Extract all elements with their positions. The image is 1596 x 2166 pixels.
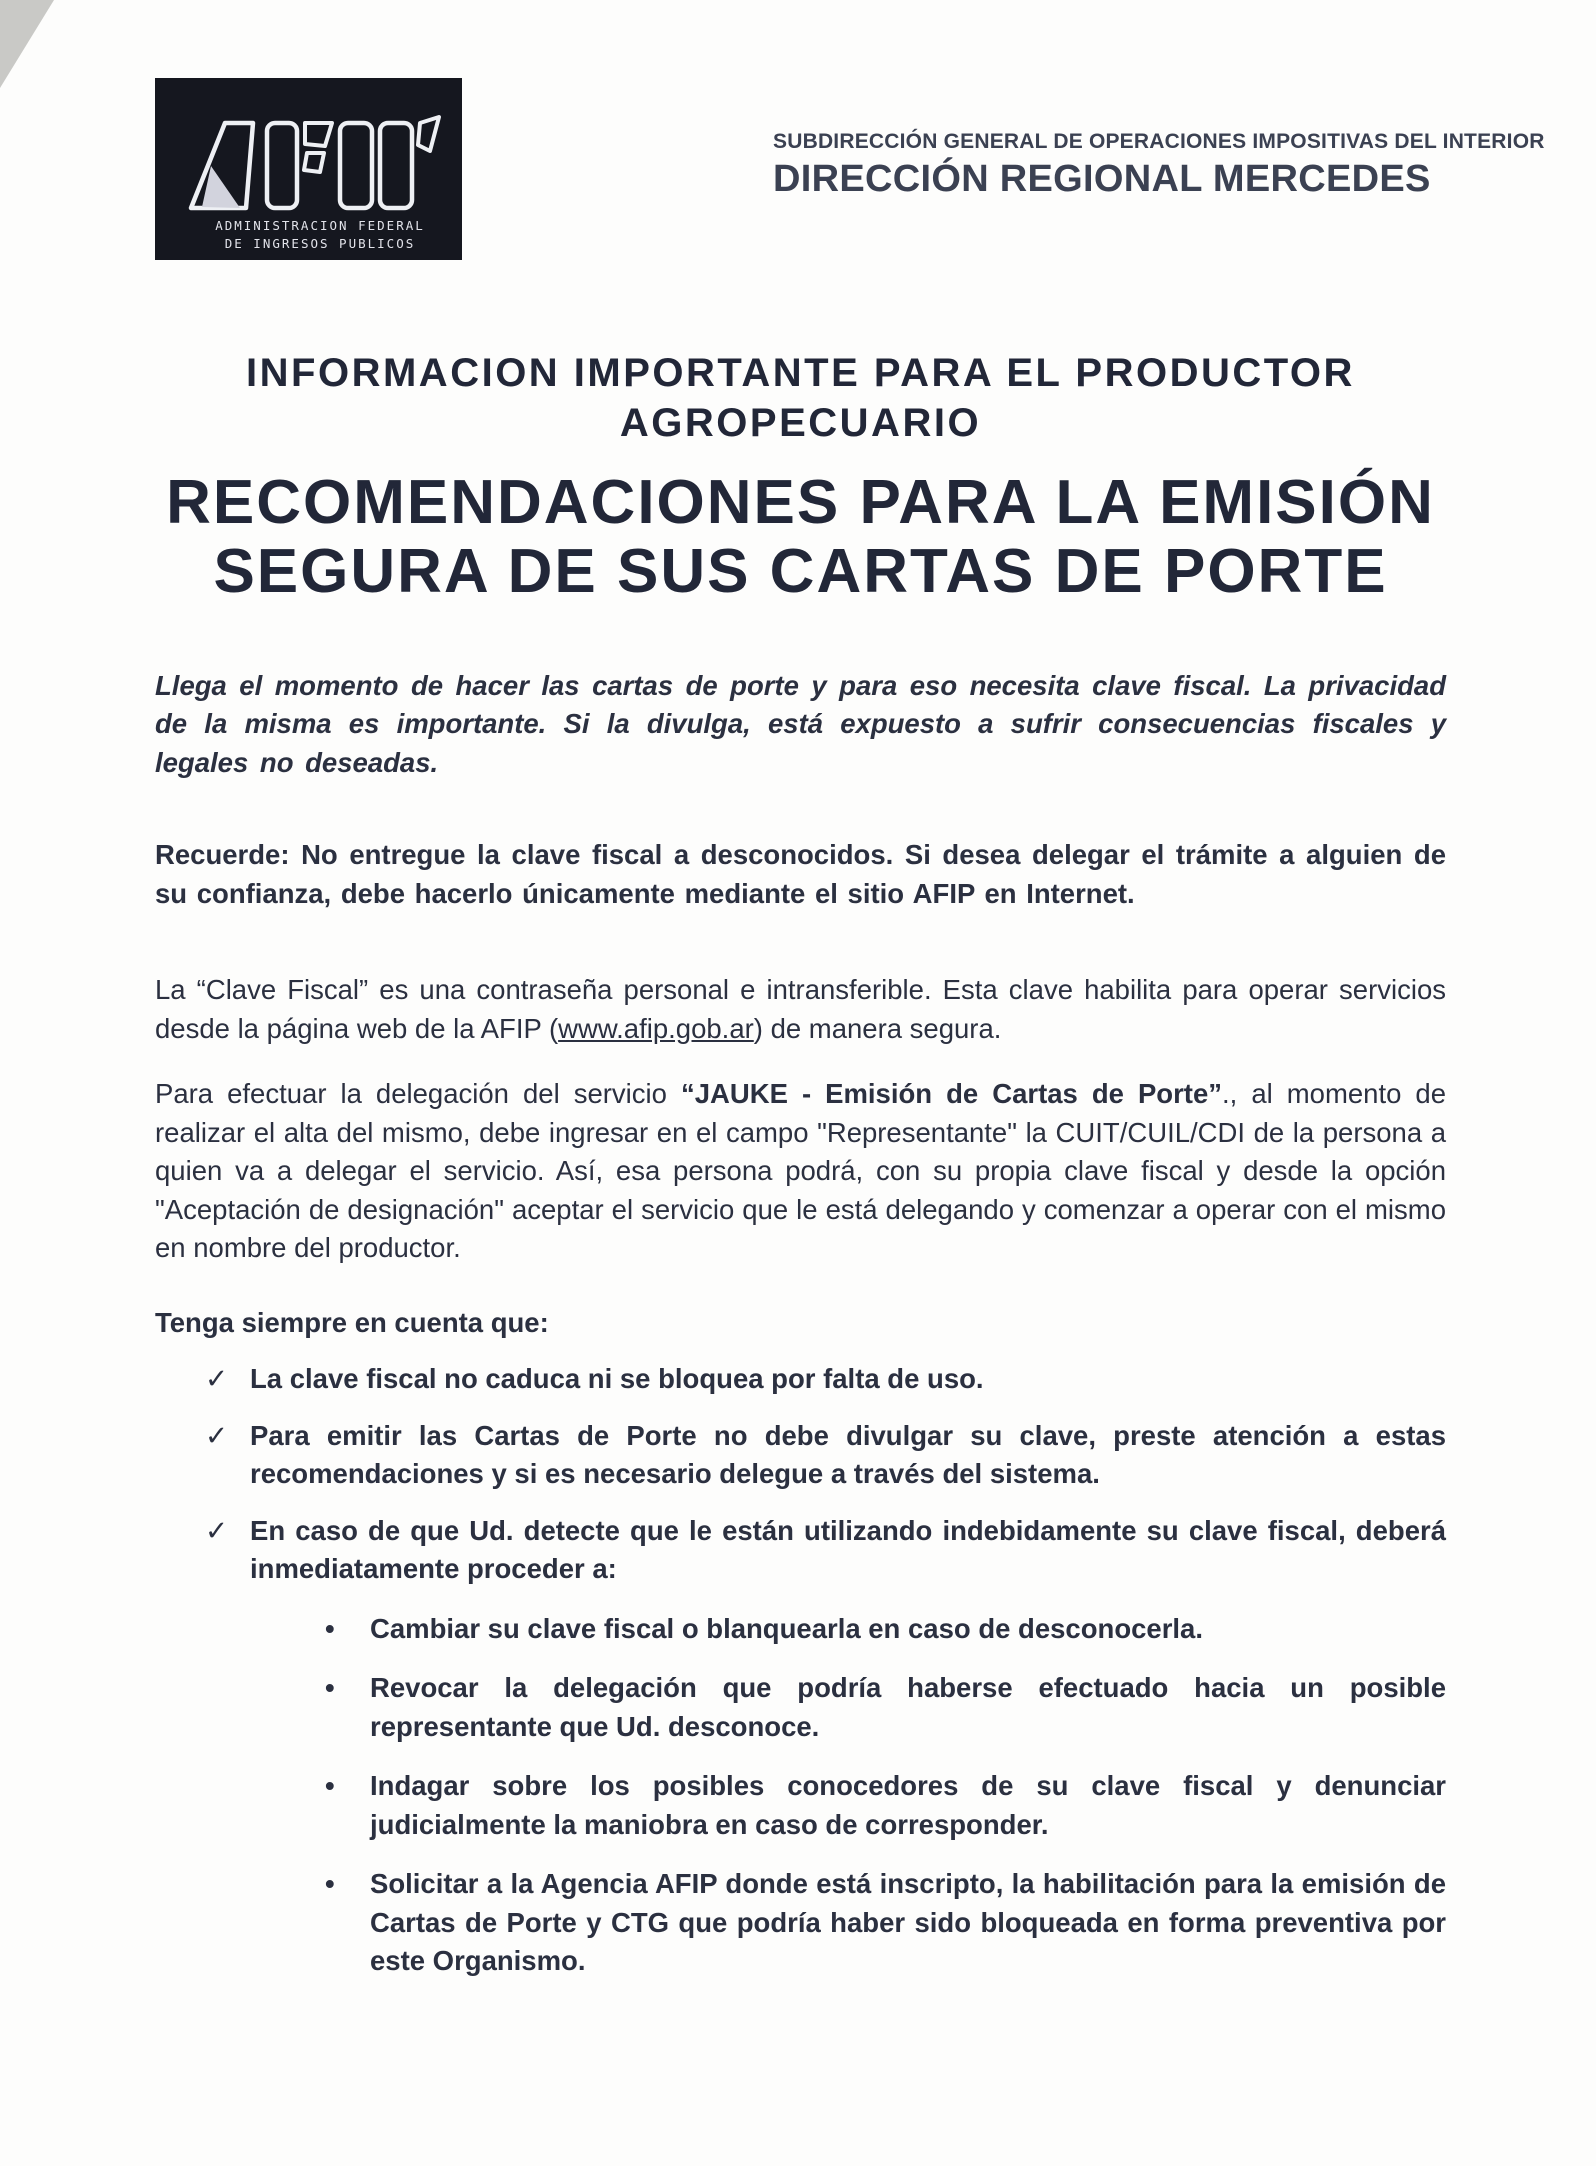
document-subtitle	[155, 348, 1446, 448]
afip-logo-graphic	[155, 78, 462, 260]
afip-url-text: www.afip.gob.ar	[558, 1012, 754, 1044]
afip-caption-line1: ADMINISTRACION FEDERAL	[215, 218, 425, 233]
bullet-list-item	[325, 1767, 1446, 1844]
jauke-service-name: “JAUKE - Emisión de Cartas de Porte”	[680, 1078, 1223, 1110]
bullet-icon: •	[325, 1770, 335, 1802]
recuerde-paragraph: Recuerde: No entregue la clave fiscal a desconocidos. Si desea delegar el trámite a alguien de su confianza, debe hacerlo únicamente mediante el sitio AFIP en Internet.	[155, 839, 1446, 909]
bullet-list-item	[325, 1865, 1446, 1981]
clave-text-before: La “Clave Fiscal” es una contraseña personal e intransferible. Esta clave habilita para operar servicios desde la página web de la AFIP (	[155, 974, 1446, 1044]
direccion-regional-line: DIRECCIÓN REGIONAL MERCEDES	[773, 158, 1431, 200]
afip-caption-line2: DE INGRESOS PUBLICOS	[224, 236, 416, 251]
check-item-text: Para emitir las Cartas de Porte no debe divulgar su clave, preste atención a estas recomendaciones y si es necesario delegue a través del sistema.	[250, 1419, 1446, 1490]
bullet-list-item	[325, 1669, 1446, 1746]
bullet-item-text: Revocar la delegación que podría haberse efectuado hacia un posible representante que Ud. desconoce.	[370, 1672, 1446, 1742]
bullet-list-item	[325, 1610, 1446, 1649]
delegacion-paragraph	[155, 1075, 1446, 1268]
document-content	[0, 78, 1596, 1981]
bullet-icon: •	[325, 1612, 335, 1644]
check-list-item	[155, 1360, 1446, 1399]
intro-paragraph: Llega el momento de hacer las cartas de porte y para eso necesita clave fiscal. La privacidad de la misma es importante. Si la divulga, está expuesto a sufrir consecuencias fiscales y legales no deseadas.	[155, 669, 1446, 778]
check-item-text: En caso de que Ud. detecte que le están utilizando indebidamente su clave fiscal, deberá inmediatamente proceder a:	[250, 1514, 1446, 1585]
checkmark-icon: ✓	[205, 1419, 229, 1451]
clave-fiscal-paragraph	[155, 971, 1446, 1048]
bullet-item-text: Indagar sobre los posibles conocedores de su clave fiscal y denunciar judicialmente la maniobra en caso de corresponder.	[370, 1770, 1446, 1840]
bullet-item-text: Cambiar su clave fiscal o blanquearla en caso de desconocerla.	[370, 1612, 1203, 1644]
scan-corner-artifact	[0, 0, 54, 88]
clave-text-after: ) de manera segura.	[753, 1012, 1002, 1044]
subtitle-line2: AGROPECUARIO	[619, 401, 982, 445]
bullet-icon: •	[325, 1672, 335, 1704]
tenga-heading: Tenga siempre en cuenta que:	[155, 1306, 549, 1338]
delegacion-text-before: Para efectuar la delegación del servicio	[155, 1078, 681, 1110]
check-item-text: La clave fiscal no caduca ni se bloquea por falta de uso.	[250, 1363, 984, 1395]
title-line2: SEGURA DE SUS CARTAS DE PORTE	[213, 537, 1388, 607]
document-header	[155, 78, 1545, 260]
regional-header-text	[773, 130, 1545, 201]
checkmark-icon: ✓	[205, 1363, 229, 1395]
delegacion-text-after: ., al momento de realizar el alta del mismo, debe ingresar en el campo "Representante" la CUIT/CUIL/CDI de la persona a quien va a delegar el servicio. Así, esa persona podrá, con su propia clave fiscal y desde la opción "Aceptación de designación" aceptar el servicio que le está delegando y comenzar a operar con el mismo en nombre del productor.	[155, 1078, 1446, 1264]
bullet-item-text: Solicitar a la Agencia AFIP donde está inscripto, la habilitación para la emisión de Cartas de Porte y CTG que podría haber sido bloqueada en forma preventiva por este Organismo.	[370, 1868, 1446, 1977]
check-list-item	[155, 1417, 1446, 1494]
checkmark-icon: ✓	[205, 1514, 229, 1546]
title-line1: RECOMENDACIONES PARA LA EMISIÓN	[166, 468, 1435, 537]
subdireccion-line: SUBDIRECCIÓN GENERAL DE OPERACIONES IMPOSITIVAS DEL INTERIOR	[773, 130, 1545, 153]
afip-logo	[155, 78, 462, 260]
document-title	[155, 468, 1446, 607]
bullet-icon: •	[325, 1868, 335, 1900]
subtitle-line1: INFORMACION IMPORTANTE PARA EL PRODUCTOR	[246, 351, 1355, 395]
check-list-item	[155, 1512, 1446, 1589]
